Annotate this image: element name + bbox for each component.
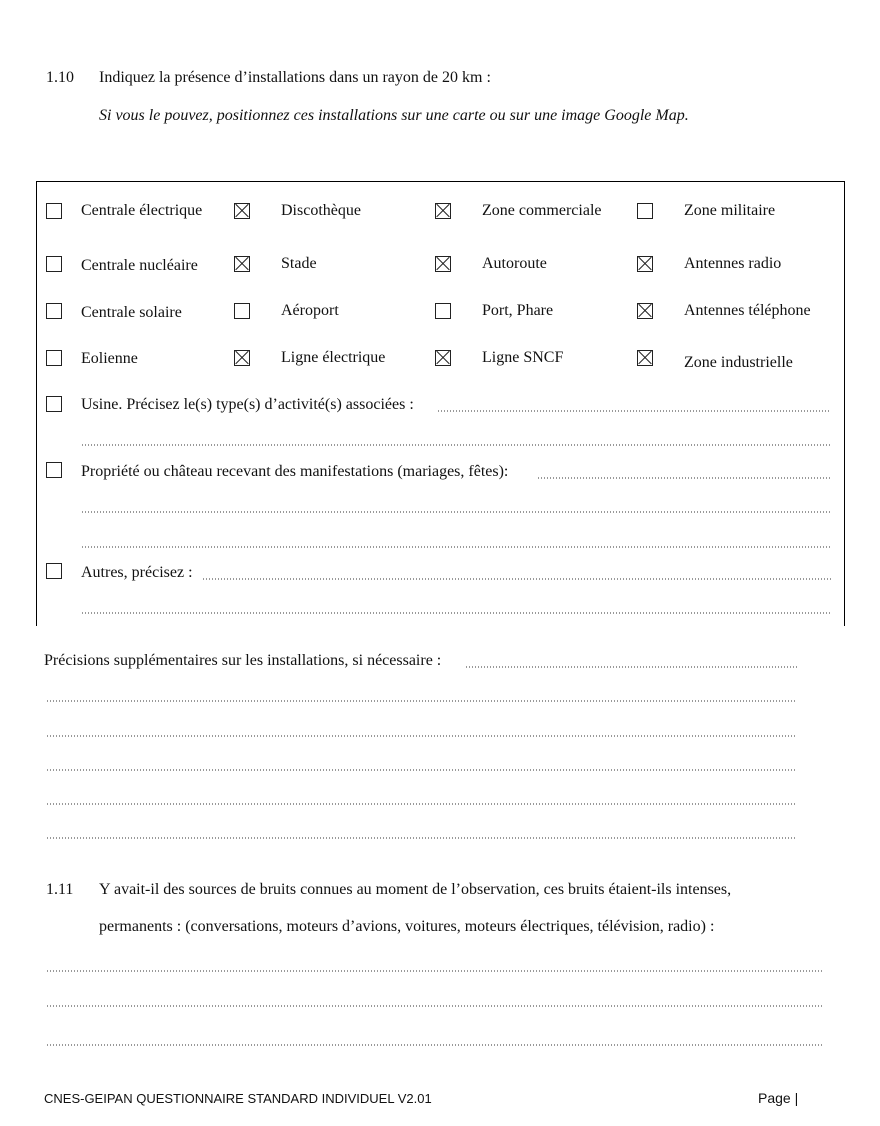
propriete-answer-line-2[interactable] [81, 511, 831, 513]
noise-answer-line-2[interactable] [46, 1005, 823, 1007]
propriete-answer-line-3[interactable] [81, 546, 831, 548]
label-autoroute: Autoroute [482, 255, 547, 272]
checkbox-centrale-solaire[interactable] [46, 303, 62, 319]
label-eolienne: Eolienne [81, 350, 138, 367]
checkbox-usine[interactable] [46, 396, 62, 412]
checkbox-antennes-telephone[interactable] [637, 303, 653, 319]
precisions-answer-line-6[interactable] [46, 837, 797, 839]
label-zone-commerciale: Zone commerciale [482, 202, 602, 219]
checkbox-stade[interactable] [234, 256, 250, 272]
label-antennes-telephone: Antennes téléphone [684, 302, 811, 319]
checkbox-port-phare[interactable] [435, 303, 451, 319]
checkbox-zone-industrielle[interactable] [637, 350, 653, 366]
propriete-answer-line[interactable] [537, 477, 831, 479]
precisions-answer-line-3[interactable] [46, 735, 797, 737]
label-autres: Autres, précisez : [81, 564, 193, 581]
footer-text: CNES-GEIPAN QUESTIONNAIRE STANDARD INDIVIDUEL V2.01 [44, 1091, 432, 1106]
label-centrale-electrique: Centrale électrique [81, 202, 203, 219]
label-centrale-nucleaire: Centrale nucléaire [81, 257, 198, 274]
usine-answer-line-2[interactable] [81, 444, 831, 446]
checkbox-autres[interactable] [46, 563, 62, 579]
usine-answer-line[interactable] [437, 410, 831, 412]
label-zone-industrielle: Zone industrielle [684, 354, 793, 371]
checkbox-centrale-electrique[interactable] [46, 203, 62, 219]
checkbox-propriete[interactable] [46, 462, 62, 478]
page-label: Page | [758, 1090, 799, 1106]
label-port-phare: Port, Phare [482, 302, 554, 319]
label-zone-militaire: Zone militaire [684, 202, 776, 219]
precisions-answer-line-5[interactable] [46, 803, 797, 805]
noise-answer-line-1[interactable] [46, 970, 823, 972]
checkbox-discotheque[interactable] [234, 203, 250, 219]
question-hint: Si vous le pouvez, positionnez ces installations sur une carte ou sur une image Google Map. [99, 107, 689, 124]
checkbox-eolienne[interactable] [46, 350, 62, 366]
checkbox-zone-commerciale[interactable] [435, 203, 451, 219]
label-usine: Usine. Précisez le(s) type(s) d’activité(s) associées : [81, 396, 414, 413]
label-ligne-sncf: Ligne SNCF [482, 349, 564, 366]
label-propriete: Propriété ou château recevant des manifestations (mariages, fêtes): [81, 463, 509, 480]
checkbox-aeroport[interactable] [234, 303, 250, 319]
precisions-answer-line[interactable] [465, 666, 797, 668]
checkbox-zone-militaire[interactable] [637, 203, 653, 219]
label-stade: Stade [281, 255, 317, 272]
checkbox-autoroute[interactable] [435, 256, 451, 272]
autres-answer-line-2[interactable] [81, 612, 831, 614]
checkbox-ligne-electrique[interactable] [234, 350, 250, 366]
precisions-answer-line-2[interactable] [46, 700, 797, 702]
installations-panel [36, 181, 845, 626]
question-text-111-line1: Y avait-il des sources de bruits connues au moment de l’observation, ces bruits étaient-ils intenses, [99, 881, 732, 898]
label-centrale-solaire: Centrale solaire [81, 304, 182, 321]
checkbox-centrale-nucleaire[interactable] [46, 256, 62, 272]
question-text-111-line2: permanents : (conversations, moteurs d’avions, voitures, moteurs électriques, télévision, radio) : [99, 918, 715, 935]
question-number-111: 1.11 [46, 881, 74, 898]
label-aeroport: Aéroport [281, 302, 339, 319]
question-number: 1.10 [46, 69, 74, 86]
noise-answer-line-3[interactable] [46, 1044, 823, 1046]
autres-answer-line[interactable] [202, 578, 831, 580]
checkbox-ligne-sncf[interactable] [435, 350, 451, 366]
label-antennes-radio: Antennes radio [684, 255, 782, 272]
label-discotheque: Discothèque [281, 202, 361, 219]
question-title: Indiquez la présence d’installations dans un rayon de 20 km : [99, 69, 491, 86]
precisions-answer-line-4[interactable] [46, 769, 797, 771]
precisions-label: Précisions supplémentaires sur les installations, si nécessaire : [44, 652, 442, 669]
checkbox-antennes-radio[interactable] [637, 256, 653, 272]
label-ligne-electrique: Ligne électrique [281, 349, 386, 366]
